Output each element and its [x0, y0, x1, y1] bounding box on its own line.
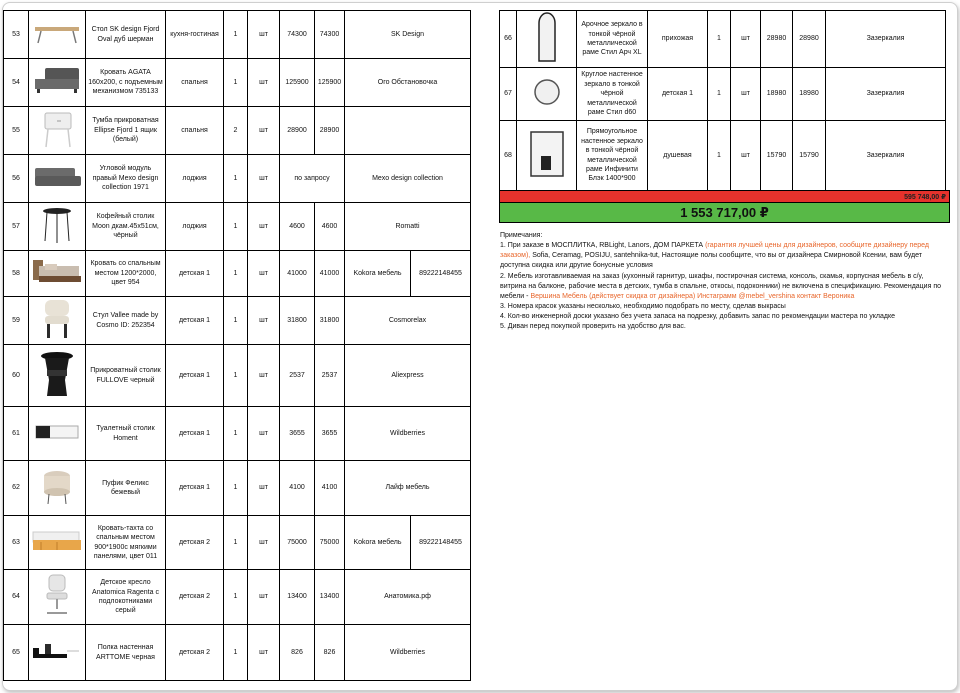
- table-row: [4, 345, 471, 407]
- supplier: Kokora мебель: [345, 251, 411, 297]
- quantity: 1: [224, 407, 248, 461]
- price: 18980: [761, 68, 793, 121]
- chair-icon: [31, 298, 83, 343]
- note-1-text: 1. При заказе в МОСПЛИТКА, RBLight, Lanors, ДОМ ПАРКЕТА: [500, 242, 706, 250]
- quantity: 1: [224, 345, 248, 407]
- price: 13400: [280, 570, 315, 625]
- total: 125900: [315, 59, 345, 107]
- supplier: Aliexpress: [345, 345, 471, 407]
- total: 18980: [793, 68, 826, 121]
- wall-shelf-icon: [31, 640, 83, 665]
- supplier-phone: 89222148455: [411, 516, 471, 570]
- vanity-table-icon: [31, 422, 83, 445]
- room: лоджия: [166, 203, 224, 251]
- unit: шт: [731, 68, 761, 121]
- room: прихожая: [648, 11, 708, 68]
- nightstand-icon: [31, 109, 83, 152]
- note-2: [500, 272, 950, 302]
- room: детская 1: [166, 345, 224, 407]
- note-1-highlight: (гарантия лучшей цены для дизайнеров, сообщите дизайнеру перед заказом),: [500, 242, 929, 260]
- product-name: Прямоугольное настенное зеркало в тонкой чёрной металлической раме Инфинити Блэк 1400*900: [577, 121, 648, 191]
- supplier: Cosmorelax: [345, 297, 471, 345]
- note-2-highlight: Вершина Мебель (действует скидка от дизайнера) Инстаграмм @mebel_vershina контакт Вероника: [530, 292, 855, 300]
- room: душевая: [648, 121, 708, 191]
- note-2-text: 2. Мебель изготавливаемая на заказ (кухонный гарнитур, шкафы, постирочная система, консоль, скамья, корпусная мебель в с/у, витрина на балконе, рабочие места в детских, тумба в спальне, откосы, подоконники) не включена в спецификацию. Рекомендация по мебели -: [500, 272, 942, 300]
- row-number: 67: [500, 68, 517, 121]
- supplier: SK Design: [345, 11, 471, 59]
- quantity: 1: [224, 155, 248, 203]
- room: детская 2: [166, 625, 224, 681]
- total: 31800: [315, 297, 345, 345]
- row-number: 65: [4, 625, 29, 681]
- note-1-text-rest: Sofia, Ceramag, POSIJU, santehnika-tut, Настоящие полы сообщите, что вы от дизайнера Смирновой Ксении, вам будет доступна скидка или другие бонусные условия: [500, 252, 922, 270]
- product-image: [29, 461, 86, 516]
- unit: шт: [248, 203, 280, 251]
- bed-icon: [31, 66, 83, 99]
- total: 826: [315, 625, 345, 681]
- price: 31800: [280, 297, 315, 345]
- product-image: [517, 121, 577, 191]
- product-image: [29, 59, 86, 107]
- product-image: [29, 251, 86, 297]
- grand-total-bar: 1 553 717,00 ₽: [499, 203, 950, 223]
- supplier: Лайф мебель: [345, 461, 471, 516]
- product-name: Полка настенная ARTTOME черная: [86, 625, 166, 681]
- table-row: [4, 407, 471, 461]
- supplier-phone: 89222148455: [411, 251, 471, 297]
- price: 75000: [280, 516, 315, 570]
- total: 28980: [793, 11, 826, 68]
- row-number: 57: [4, 203, 29, 251]
- supplier: Mexo design collection: [345, 155, 471, 203]
- quantity: 1: [224, 11, 248, 59]
- row-number: 54: [4, 59, 29, 107]
- quantity: 1: [224, 461, 248, 516]
- product-image: [29, 155, 86, 203]
- room: детская 1: [648, 68, 708, 121]
- arch-mirror-icon: [519, 11, 574, 66]
- row-number: 56: [4, 155, 29, 203]
- row-number: 68: [500, 121, 517, 191]
- unit: шт: [248, 461, 280, 516]
- unit: шт: [248, 516, 280, 570]
- supplier: Kokora мебель: [345, 516, 411, 570]
- row-number: 59: [4, 297, 29, 345]
- price: 4600: [280, 203, 315, 251]
- room: детская 1: [166, 251, 224, 297]
- product-image: [29, 297, 86, 345]
- price: 826: [280, 625, 315, 681]
- product-name: Детское кресло Anatomica Ragenta с подлокотниками серый: [86, 570, 166, 625]
- product-name: Кровать-тахта со спальным местом 900*1900с мягкими панелями, цвет 011: [86, 516, 166, 570]
- row-number: 66: [500, 11, 517, 68]
- row-number: 60: [4, 345, 29, 407]
- product-name: Пуфик Феликс бежевый: [86, 461, 166, 516]
- product-name: Круглое настенное зеркало в тонкой чёрной металлической раме Стил d60: [577, 68, 648, 121]
- coffee-table-icon: [31, 205, 83, 248]
- unit: шт: [248, 407, 280, 461]
- product-image: [517, 68, 577, 121]
- row-number: 61: [4, 407, 29, 461]
- row-number: 63: [4, 516, 29, 570]
- product-name: Тумба прикроватная Ellipse Fjord 1 ящик (белый): [86, 107, 166, 155]
- table-row: [4, 516, 471, 570]
- spec-table-right: [499, 10, 946, 191]
- table-row: [500, 11, 946, 68]
- unit: шт: [248, 155, 280, 203]
- room: детская 2: [166, 516, 224, 570]
- supplier: Зазеркалия: [826, 121, 946, 191]
- total: 3655: [315, 407, 345, 461]
- table-row: [4, 203, 471, 251]
- price: 3655: [280, 407, 315, 461]
- room: спальня: [166, 107, 224, 155]
- quantity: 2: [224, 107, 248, 155]
- total: 75000: [315, 516, 345, 570]
- supplier: Зазеркалия: [826, 11, 946, 68]
- round-mirror-icon: [519, 76, 574, 111]
- unit: шт: [731, 11, 761, 68]
- table-row: [4, 155, 471, 203]
- room: детская 2: [166, 570, 224, 625]
- daybed-icon: [31, 528, 83, 557]
- product-name: Кровать AGATA 160х200, с подъемным механизмом 735133: [86, 59, 166, 107]
- quantity: 1: [224, 59, 248, 107]
- unit: шт: [248, 59, 280, 107]
- unit: шт: [248, 11, 280, 59]
- spec-table-left: [3, 10, 471, 681]
- price: 28900: [280, 107, 315, 155]
- unit: шт: [248, 251, 280, 297]
- note-4: 4. Кол-во инженерной доски указано без учета запаса на подрезку, добавить запас по рекомендации мастера по укладке: [500, 313, 896, 321]
- note-5: 5. Диван перед покупкой проверить на удобство для вас.: [500, 323, 686, 331]
- table-row: [500, 68, 946, 121]
- quantity: 1: [224, 251, 248, 297]
- table-row: [500, 121, 946, 191]
- table-row: [4, 570, 471, 625]
- unit: шт: [248, 345, 280, 407]
- table-row: [4, 11, 471, 59]
- total: 13400: [315, 570, 345, 625]
- total: 2537: [315, 345, 345, 407]
- total: 74300: [315, 11, 345, 59]
- row-number: 55: [4, 107, 29, 155]
- product-image: [29, 11, 86, 59]
- room: детская 1: [166, 461, 224, 516]
- table-row: [4, 251, 471, 297]
- product-name: Туалетный столик Homent: [86, 407, 166, 461]
- quantity: 1: [224, 297, 248, 345]
- product-image: [29, 407, 86, 461]
- price: 2537: [280, 345, 315, 407]
- room: спальня: [166, 59, 224, 107]
- quantity: 1: [708, 11, 731, 68]
- table-icon: [31, 21, 83, 48]
- unit: шт: [731, 121, 761, 191]
- subtotal-bar: 595 748,00 ₽: [499, 190, 950, 203]
- notes-section: [500, 231, 950, 332]
- supplier: Анатомика.рф: [345, 570, 471, 625]
- supplier: Wildberries: [345, 407, 471, 461]
- product-image: [29, 570, 86, 625]
- product-image: [29, 345, 86, 407]
- quantity: 1: [224, 570, 248, 625]
- price: 125900: [280, 59, 315, 107]
- total: 4100: [315, 461, 345, 516]
- pouf-icon: [31, 466, 83, 509]
- total: 4600: [315, 203, 345, 251]
- price: 4100: [280, 461, 315, 516]
- supplier: Зазеркалия: [826, 68, 946, 121]
- product-image: [29, 516, 86, 570]
- table-row: [4, 107, 471, 155]
- bed-wood-icon: [31, 256, 83, 291]
- quantity: 1: [224, 516, 248, 570]
- room: детская 1: [166, 297, 224, 345]
- note-3: 3. Номера красок указаны несколько, необходимо подобрать по месту, сделав выкрасы: [500, 302, 786, 310]
- unit: шт: [248, 625, 280, 681]
- product-name: Арочное зеркало в тонкой чёрной металлической раме Стил Арч XL: [577, 11, 648, 68]
- product-name: Угловой модуль правый Mexo design collection 1971: [86, 155, 166, 203]
- total: 28900: [315, 107, 345, 155]
- notes-heading: Примечания:: [500, 232, 543, 239]
- product-name: Стол SK design Fjord Oval дуб шерман: [86, 11, 166, 59]
- room: детская 1: [166, 407, 224, 461]
- price: 74300: [280, 11, 315, 59]
- note-1: [500, 241, 950, 271]
- table-row: [4, 461, 471, 516]
- side-table-icon: [31, 350, 83, 401]
- price: 28980: [761, 11, 793, 68]
- price: 15790: [761, 121, 793, 191]
- quantity: 1: [708, 68, 731, 121]
- product-image: [29, 107, 86, 155]
- price: 41000: [280, 251, 315, 297]
- room: кухня-гостиная: [166, 11, 224, 59]
- row-number: 58: [4, 251, 29, 297]
- total: 15790: [793, 121, 826, 191]
- price: по запросу: [280, 155, 345, 203]
- row-number: 53: [4, 11, 29, 59]
- supplier: Ого Обстановочка: [345, 59, 471, 107]
- quantity: 1: [708, 121, 731, 191]
- quantity: 1: [224, 203, 248, 251]
- row-number: 62: [4, 461, 29, 516]
- table-row: [4, 59, 471, 107]
- supplier: [345, 107, 471, 155]
- office-chair-icon: [31, 573, 83, 620]
- supplier: Wildberries: [345, 625, 471, 681]
- product-name: Стул Vallee made by Cosmo ID: 252354: [86, 297, 166, 345]
- unit: шт: [248, 107, 280, 155]
- unit: шт: [248, 570, 280, 625]
- unit: шт: [248, 297, 280, 345]
- product-name: Кофейный столик Moon дкам.45х51см, чёрный: [86, 203, 166, 251]
- product-image: [29, 625, 86, 681]
- product-image: [517, 11, 577, 68]
- rect-mirror-icon: [519, 128, 574, 183]
- product-image: [29, 203, 86, 251]
- product-name: Кровать со спальным местом 1200*2000, цвет 954: [86, 251, 166, 297]
- sofa-module-icon: [31, 164, 83, 193]
- table-row: [4, 625, 471, 681]
- table-row: [4, 297, 471, 345]
- total: 41000: [315, 251, 345, 297]
- supplier: Romatti: [345, 203, 471, 251]
- room: лоджия: [166, 155, 224, 203]
- quantity: 1: [224, 625, 248, 681]
- product-name: Прикроватный столик FULLOVE черный: [86, 345, 166, 407]
- row-number: 64: [4, 570, 29, 625]
